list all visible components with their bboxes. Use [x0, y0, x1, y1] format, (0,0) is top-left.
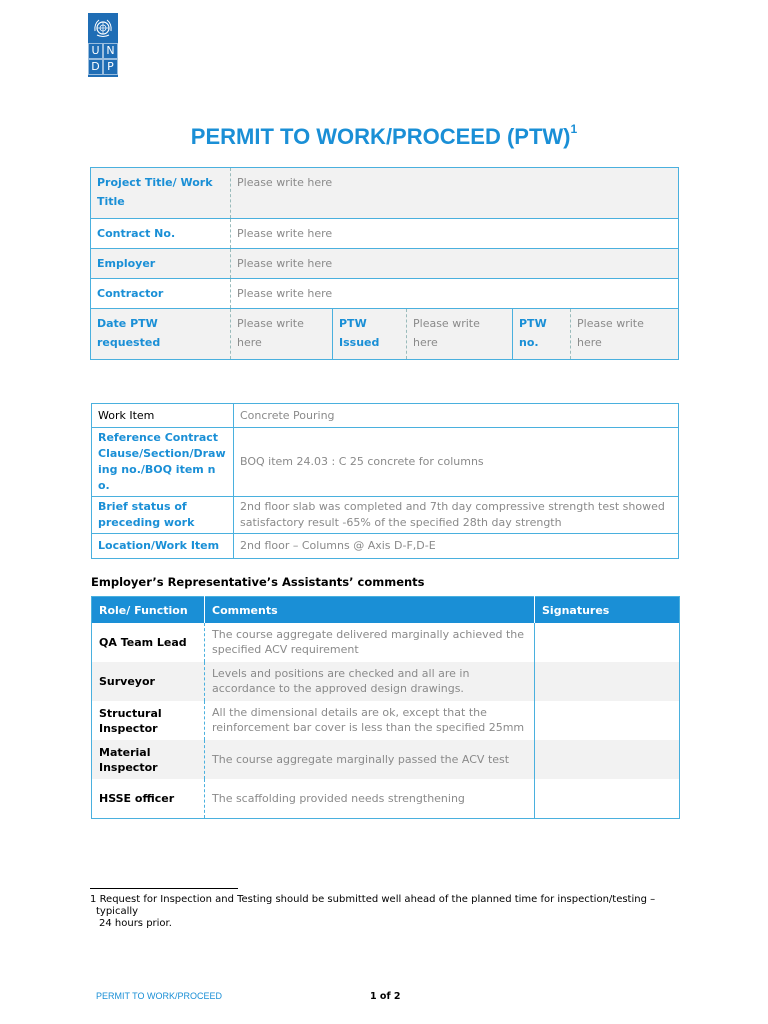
location-label: Location/Work Item [92, 534, 234, 559]
page-title [0, 124, 768, 150]
role-cell: Material Inspector [92, 740, 205, 779]
contractor-label: Contractor [91, 279, 231, 309]
ptw-no-input[interactable]: Please write here [571, 309, 679, 360]
location-input[interactable]: 2nd floor – Columns @ Axis D-F,D-E [234, 534, 679, 559]
signature-cell[interactable] [535, 740, 680, 779]
logo-letter: U [88, 43, 103, 59]
date-requested-label: Date PTW requested [91, 309, 231, 360]
project-info-table [90, 167, 679, 360]
signatures-header: Signatures [535, 597, 680, 624]
location-row [92, 534, 679, 559]
contract-no-label: Contract No. [91, 219, 231, 249]
contract-no-row [91, 219, 679, 249]
role-cell: Structural Inspector [99, 706, 162, 735]
footnote-line1: Request for Inspection and Testing should be submitted well ahead of the planned time for inspection/testing – [99, 894, 656, 905]
footer-page-number: 1 of 2 [370, 991, 401, 1002]
footnote-divider [90, 888, 238, 889]
date-requested-input[interactable]: Please write here [231, 309, 333, 360]
footnote-line3: 24 hours prior. [99, 918, 172, 929]
comment-cell[interactable]: The course aggregate delivered marginally achieved the specified ACV requirement [205, 623, 535, 662]
brief-status-label: Brief status of preceding work [92, 497, 234, 534]
logo-letter: N [103, 43, 118, 59]
brief-status-input[interactable]: 2nd floor slab was completed and 7th day compressive strength test showed satisfactory result -65% of the specified 28th day strength [234, 497, 679, 534]
ptw-issued-input[interactable]: Please write here [407, 309, 513, 360]
project-title-input[interactable]: Please write here [231, 168, 679, 219]
comments-table [91, 596, 680, 819]
table-row [92, 662, 680, 701]
comment-cell[interactable]: All the dimensional details are ok, except that the reinforcement bar cover is less than the specified 25mm [205, 701, 535, 740]
work-item-label: Work Item [92, 404, 234, 428]
comments-header-row [92, 597, 680, 624]
contract-no-input[interactable]: Please write here [231, 219, 679, 249]
employer-input[interactable]: Please write here [231, 249, 679, 279]
reference-input[interactable]: BOQ item 24.03 : C 25 concrete for columns [234, 428, 679, 497]
role-cell: Surveyor [92, 662, 205, 701]
project-title-row [91, 168, 679, 219]
date-ptw-row [91, 309, 679, 360]
contractor-input[interactable]: Please write here [231, 279, 679, 309]
ptw-issued-label: PTW Issued [333, 309, 407, 360]
brief-status-row [92, 497, 679, 534]
footnote-line2: typically [96, 906, 139, 917]
project-title-label: Project Title/ Work Title [91, 168, 231, 219]
comment-cell[interactable]: The scaffolding provided needs strengthening [205, 779, 535, 819]
logo-letter: D [88, 59, 103, 75]
comment-cell[interactable]: The course aggregate marginally passed the ACV test [205, 740, 535, 779]
un-emblem-icon [88, 13, 118, 43]
reference-row [92, 428, 679, 497]
footnote-number: 1 [90, 894, 97, 905]
role-cell: QA Team Lead [99, 636, 187, 649]
table-row [92, 779, 680, 819]
logo-letters [88, 43, 118, 75]
footer-doc-name: PERMIT TO WORK/PROCEED [96, 991, 223, 1001]
role-cell: HSSE officer [99, 792, 175, 805]
contractor-row [91, 279, 679, 309]
comments-header: Comments [205, 597, 535, 624]
table-row [92, 623, 680, 662]
title-footnote-ref: 1 [570, 122, 578, 136]
work-item-input[interactable]: Concrete Pouring [234, 404, 679, 428]
signature-cell[interactable] [535, 701, 680, 740]
reference-label: Reference Contract Clause/Section/Drawing no./BOQ item no. [92, 428, 234, 497]
role-header: Role/ Function [92, 597, 205, 624]
comment-cell[interactable]: Levels and positions are checked and all are in accordance to the approved design drawings. [205, 662, 535, 701]
footnote [90, 894, 690, 930]
undp-logo [88, 13, 118, 77]
employer-row [91, 249, 679, 279]
table-row [92, 701, 680, 740]
signature-cell[interactable] [535, 779, 680, 819]
table-row [92, 740, 680, 779]
employer-label: Employer [91, 249, 231, 279]
signature-cell[interactable] [535, 623, 680, 662]
logo-letter: P [103, 59, 118, 75]
signature-cell[interactable] [535, 662, 680, 701]
title-text: PERMIT TO WORK/PROCEED (PTW) [190, 124, 571, 149]
ptw-no-label: PTW no. [513, 309, 571, 360]
work-item-table [91, 403, 679, 559]
work-item-row [92, 404, 679, 428]
comments-heading: Employer’s Representative’s Assistants’ comments [91, 575, 425, 589]
